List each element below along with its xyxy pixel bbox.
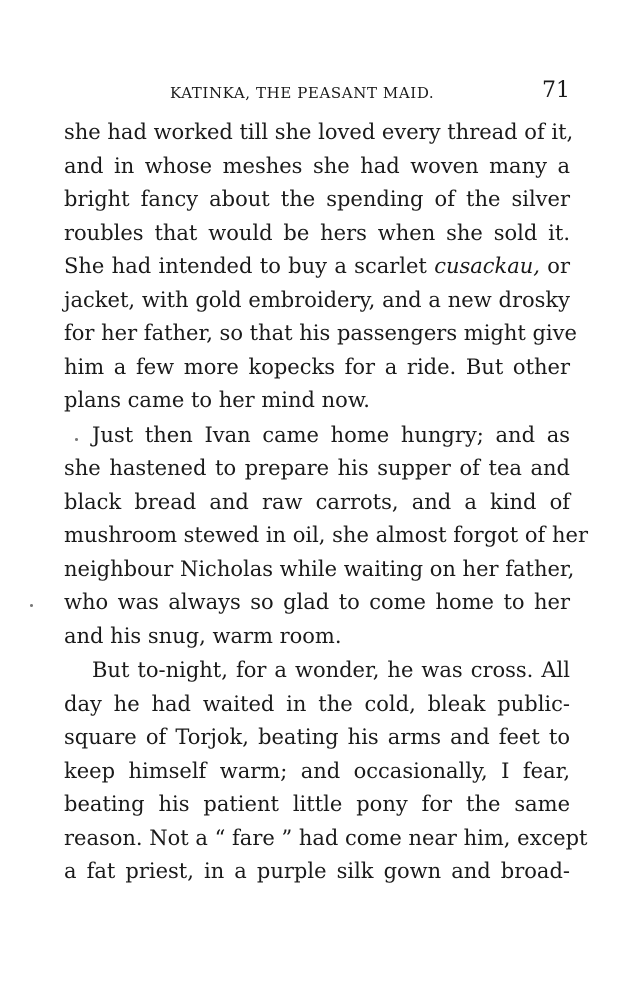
page-number: 71 — [542, 78, 570, 103]
print-speck — [30, 604, 33, 607]
text-line: bright fancy about the spending of the silver — [64, 187, 570, 211]
text-line: But to-night, for a wonder, he was cross. All — [92, 658, 570, 682]
text-line: him a few more kopecks for a ride. But other — [64, 354, 570, 379]
paragraph-2 — [64, 419, 588, 654]
text-line: black bread and raw carrots, and a kind of — [64, 489, 570, 514]
text-line: Just then Ivan came home hungry; and as — [92, 422, 570, 447]
text-line: neighbour Nicholas while waiting on her father, — [64, 556, 575, 581]
paragraph-1 — [64, 116, 577, 418]
running-header — [64, 78, 570, 104]
text-line: a fat priest, in a purple silk gown and broad- — [64, 859, 570, 883]
text-line: jacket, with gold embroidery, and a new drosky — [64, 287, 570, 312]
text-line: day he had waited in the cold, bleak public- — [64, 691, 570, 716]
text-line: who was always so glad to come home to her — [64, 590, 570, 614]
text-line: reason. Not a “ fare ” had come near him, except — [64, 825, 588, 850]
running-title: KATINKA, THE PEASANT MAID. — [170, 84, 435, 102]
text-line: roubles that would be hers when she sold it. — [64, 220, 570, 245]
text-line: beating his patient little pony for the same — [64, 792, 570, 816]
print-speck — [75, 438, 78, 441]
paragraph-3 — [64, 654, 588, 889]
text-line: and in whose meshes she had woven many a — [64, 153, 570, 178]
text-line: keep himself warm; and occasionally, I fear, — [64, 758, 570, 783]
foreign-word: cusackau, — [434, 254, 540, 278]
text-line: square of Torjok, beating his arms and feet to — [64, 725, 570, 749]
text-line: and his snug, warm room. — [64, 623, 342, 648]
text-line: she had worked till she loved every thread of it, — [64, 120, 574, 144]
text-line — [64, 250, 570, 284]
text-line: plans came to her mind now. — [64, 388, 370, 412]
text-run: She had intended to buy a scarlet — [64, 254, 435, 278]
body-text — [64, 116, 588, 889]
text-line: she hastened to prepare his supper of tea and — [64, 456, 570, 480]
text-line: for her father, so that his passengers might give — [64, 321, 577, 345]
text-run: or — [539, 254, 570, 278]
text-line: mushroom stewed in oil, she almost forgot of her — [64, 523, 588, 547]
